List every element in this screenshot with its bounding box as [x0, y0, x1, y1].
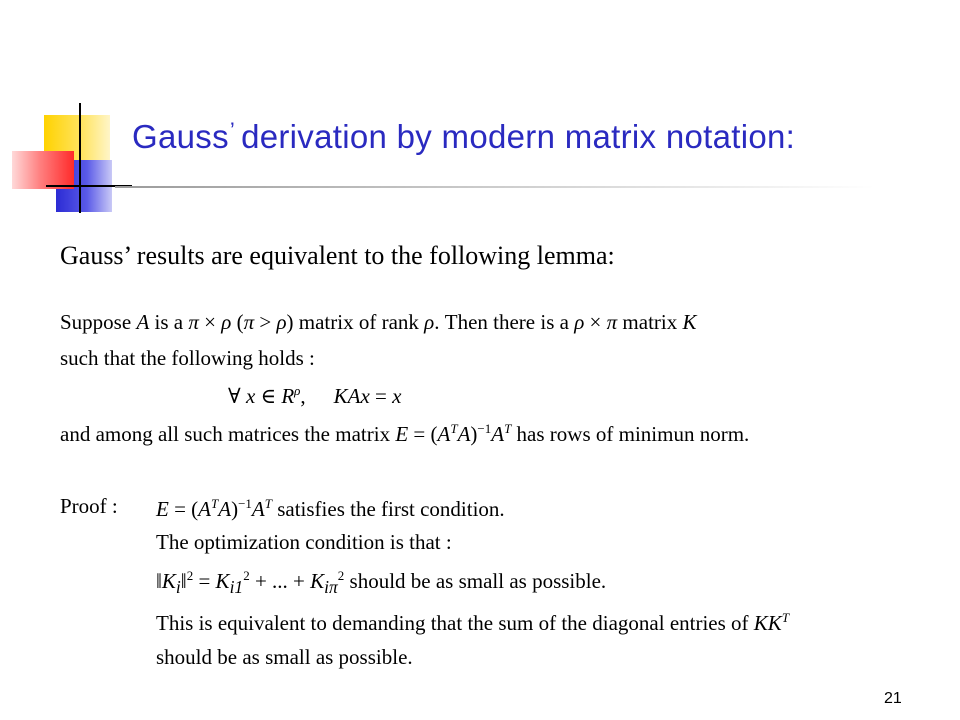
lemma-line-1: Suppose A is a π × ρ (π > ρ) matrix of rank ρ. Then there is a ρ × π matrix K [60, 310, 697, 334]
proof-line-2: The optimization condition is that : [156, 530, 452, 554]
proof-line-5: should be as small as possible. [156, 645, 413, 669]
proof-label: Proof : [60, 494, 118, 518]
proof-line-1: $E = (A^TA)^{-1}A^T$ satisfies the first condition. [156, 496, 505, 521]
slide-title [132, 118, 795, 156]
decor-red-square [12, 151, 74, 189]
title-main: Gauss [132, 118, 229, 155]
title-underline [115, 186, 875, 188]
lemma-line-3: ∀ x ∈ $R^\rho$, KAx = x [228, 383, 402, 408]
page-number: 21 [884, 690, 902, 707]
decor-vertical-line [79, 103, 81, 213]
title-rest: derivation by modern matrix notation: [241, 118, 796, 155]
title-apostrophe: ’ [229, 118, 236, 143]
proof-line-4: This is equivalent to demanding that the sum of the diagonal entries of $KK^T$ [156, 610, 790, 635]
lemma-line-4: and among all such matrices the matrix $E = (A^TA)^{-1}A^T$ has rows of minimun norm. [60, 421, 750, 446]
lemma-line-2: such that the following holds : [60, 346, 315, 370]
proof-line-3: $‖K_i‖^2 = K_{i1}^2$ + ... + $K_{i\pi}^2$ should be as small as possible. [156, 568, 607, 598]
intro-text: Gauss’ results are equivalent to the following lemma: [60, 241, 615, 270]
